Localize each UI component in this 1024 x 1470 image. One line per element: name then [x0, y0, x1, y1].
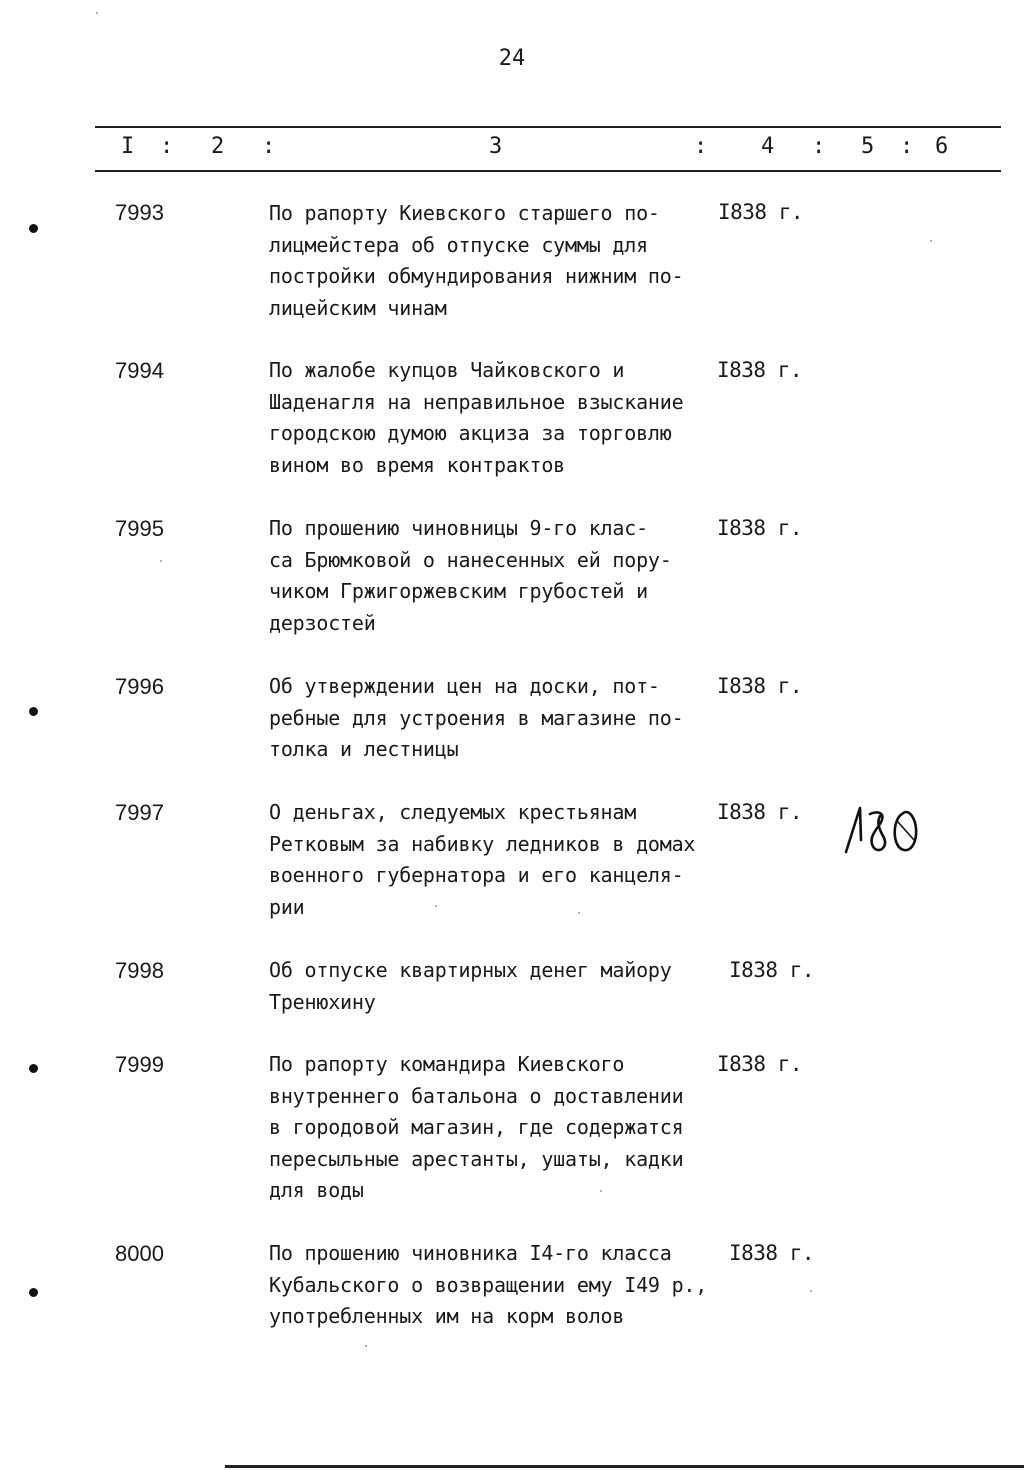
column-header-6: 6 [935, 134, 949, 159]
paper-speck [435, 905, 437, 907]
entry-title: По прошению чиновницы 9-го клас- са Брюмковой о нанесенных ей пору- чиком Гржигоржевским грубостей и дерзостей [269, 516, 672, 635]
entry-date: I838 г. [729, 958, 815, 982]
column-header-4: 4 [761, 134, 775, 159]
entry-number: 7996 [115, 674, 164, 699]
column-header-2: 2 [211, 134, 225, 159]
entry-title: По рапорту командира Киевского внутреннего батальона о доставлении в городовой магазин, где содержатся пересыльные арестанты, ушаты, кадки для воды [269, 1052, 684, 1202]
page-number: 24 [498, 46, 526, 71]
entry-title: По жалобе купцов Чайковского и Шаденагля на неправильное взыскание городскою думою акциза за торговлю вином во время контрактов [269, 358, 684, 477]
binding-hole [29, 707, 38, 716]
column-header-5: 5 [861, 134, 875, 159]
entry-date: I838 г. [729, 1241, 815, 1265]
entry-number: 7994 [115, 358, 164, 383]
entry-title: По рапорту Киевского старшего по- лицмейстера об отпуске суммы для постройки обмундирования нижним по- лицейским чинам [269, 201, 684, 320]
entry-number: 7995 [115, 516, 164, 541]
paper-speck [365, 1345, 367, 1347]
binding-hole [29, 1064, 38, 1073]
header-bottom-rule [95, 170, 1001, 172]
entry-title: О деньгах, следуемых крестьянам Ретковым за набивку ледников в домах военного губернатора и его канцеля- рии [269, 800, 696, 919]
entry-number: 8000 [115, 1241, 164, 1266]
paper-speck [578, 912, 580, 914]
column-separator: : [900, 134, 914, 159]
paper-speck [600, 1190, 602, 1192]
entry-number: 7999 [115, 1052, 164, 1077]
column-separator: : [262, 134, 276, 159]
entry-title: Об отпуске квартирных денег майору Тренюхину [269, 958, 672, 1014]
entry-date: I838 г. [717, 800, 803, 824]
entry-title: Об утверждении цен на доски, пот- ребные для устроения в магазине по- толка и лестницы [269, 674, 684, 761]
header-top-rule [95, 126, 1001, 128]
paper-speck [810, 1290, 812, 1292]
entry-date: I838 г. [717, 516, 803, 540]
entry-date: I838 г. [717, 674, 803, 698]
entry-date: I838 г. [717, 358, 803, 382]
paper-speck [160, 560, 162, 562]
paper-speck [930, 240, 932, 242]
column-separator: : [812, 134, 826, 159]
column-header-3: 3 [489, 134, 503, 159]
entry-title: По прошению чиновника I4-го класса Кубальского о возвращении ему I49 р., употребленных им на корм волов [269, 1241, 708, 1328]
entry-date: I838 г. [718, 200, 804, 224]
column-separator: : [160, 134, 174, 159]
column-header-1: I [121, 134, 135, 159]
paper-speck [96, 12, 98, 14]
entry-number: 7997 [115, 800, 164, 825]
bottom-page-rule [225, 1465, 1024, 1468]
entry-number: 7993 [115, 200, 164, 225]
entry-number: 7998 [115, 958, 164, 983]
column-separator: : [694, 134, 708, 159]
entry-date: I838 г. [717, 1052, 803, 1076]
binding-hole [29, 224, 38, 233]
handwritten-sheet-number [840, 800, 930, 860]
binding-hole [29, 1288, 38, 1297]
